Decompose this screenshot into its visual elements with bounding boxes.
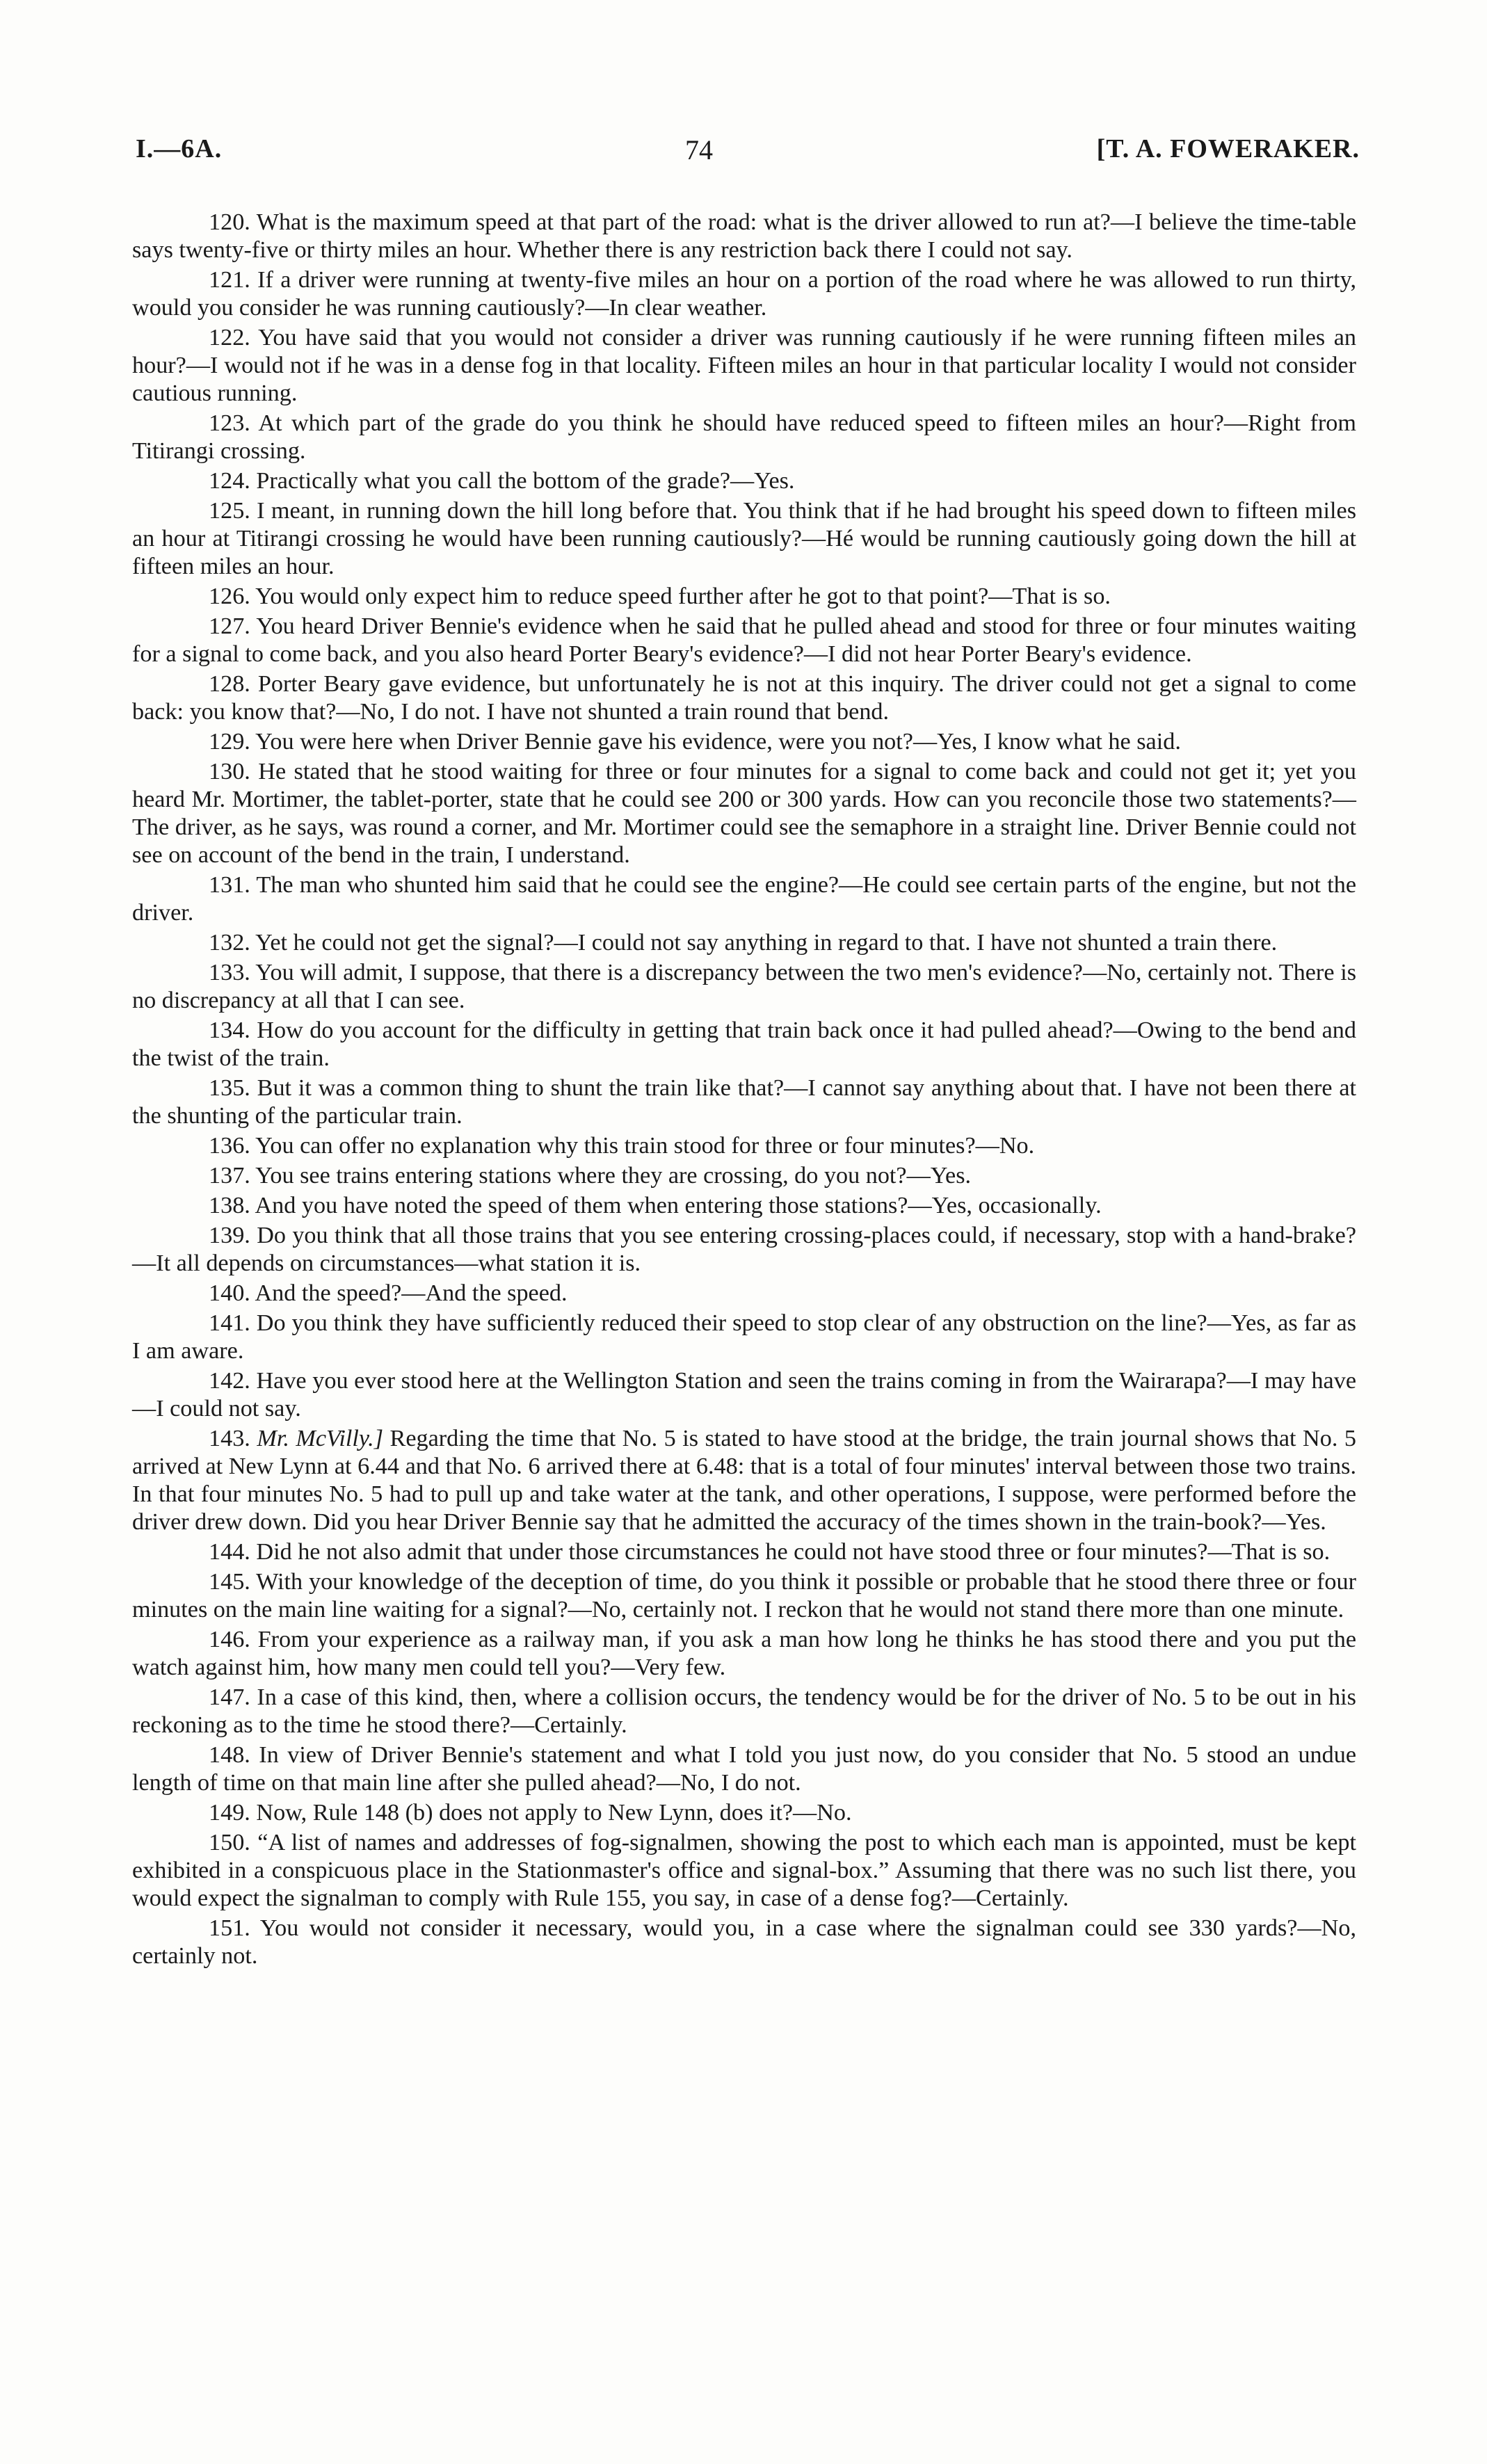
question-answer-paragraph: 133. You will admit, I suppose, that there is a discrepancy between the two men's evidence?—No, certainly not. There is no discrepancy at all that I can see.	[132, 960, 1356, 1013]
speaker-name: Mr. McVilly.]	[257, 1426, 384, 1452]
question-answer-paragraph: 145. With your knowledge of the deception of time, do you think it possible or probable that he stood there three or four minutes on the main line waiting for a signal?—No, certainly not. I reckon that he would not stand there more than one minute.	[132, 1569, 1356, 1623]
question-answer-paragraph: 150. “A list of names and addresses of fog-signalmen, showing the post to which each man is appointed, must be kept exhibited in a conspicuous place in the Stationmaster's office and signal-box.” Assuming that there was no such list there, you would expect the signalman to comply with Rule 155, you say, in case of a dense fog?—Certainly.	[132, 1830, 1356, 1912]
document-reference: I.—6A.	[136, 134, 223, 163]
question-answer-paragraph: 136. You can offer no explanation why this train stood for three or four minutes?—No.	[209, 1133, 1035, 1159]
question-answer-paragraph: 151. You would not consider it necessary, would you, in a case where the signalman could see 330 yards?—No, certainly not.	[132, 1915, 1356, 1970]
question-answer-paragraph: 130. He stated that he stood waiting for three or four minutes for a signal to come back and could not get it; yet you heard Mr. Mortimer, the tablet-porter, state that he could see 200 or 300 yards. How can you reconcile those two statements?—The driver, as he says, was round a corner, and Mr. Mortimer could see the semaphore in a straight line. Driver Bennie could not see on account of the bend in the train, I understand.	[132, 759, 1356, 868]
question-answer-paragraph: 138. And you have noted the speed of them when entering those stations?—Yes, occasionally.	[209, 1193, 1102, 1219]
page-number: 74	[685, 134, 713, 166]
question-answer-paragraph: 135. But it was a common thing to shunt the train like that?—I cannot say anything about that. I have not been there at the shunting of the particular train.	[132, 1075, 1356, 1129]
question-answer-paragraph: 132. Yet he could not get the signal?—I could not say anything in regard to that. I have not shunted a train there.	[209, 929, 1278, 956]
question-answer-paragraph: 139. Do you think that all those trains that you see entering crossing-places could, if necessary, stop with a hand-brake?—It all depends on circumstances—what station it is.	[132, 1223, 1356, 1277]
question-answer-paragraph: 141. Do you think they have sufficiently reduced their speed to stop clear of any obstruction on the line?—Yes, as far as I am aware.	[132, 1310, 1356, 1364]
question-answer-paragraph: 121. If a driver were running at twenty-five miles an hour on a portion of the road where he was allowed to run thirty, would you consider he was running cautiously?—In clear weather.	[132, 267, 1356, 321]
question-answer-paragraph: 148. In view of Driver Bennie's statement and what I told you just now, do you consider that No. 5 stood an undue length of time on that main line after she pulled ahead?—No, I do not.	[132, 1742, 1356, 1796]
evidence-text	[132, 209, 1356, 1972]
question-number: 143.	[209, 1426, 250, 1452]
question-answer-paragraph: 127. You heard Driver Bennie's evidence when he said that he pulled ahead and stood for three or four minutes waiting for a signal to come back, and you also heard Porter Beary's evidence?—I did not hear Porter Beary's evidence.	[132, 613, 1356, 667]
question-answer-paragraph: 129. You were here when Driver Bennie gave his evidence, were you not?—Yes, I know what he said.	[209, 729, 1181, 755]
question-answer-paragraph: 140. And the speed?—And the speed.	[209, 1280, 568, 1307]
question-answer-paragraph: 131. The man who shunted him said that he could see the engine?—He could see certain parts of the engine, but not the driver.	[132, 871, 1356, 926]
question-answer-paragraph: 123. At which part of the grade do you think he should have reduced speed to fifteen miles an hour?—Right from Titirangi crossing.	[132, 410, 1356, 464]
question-answer-paragraph: 137. You see trains entering stations where they are crossing, do you not?—Yes.	[209, 1163, 972, 1189]
question-answer-paragraph: 134. How do you account for the difficulty in getting that train back once it had pulled ahead?—Owing to the bend and the twist of the train.	[132, 1017, 1356, 1071]
question-answer-paragraph: 144. Did he not also admit that under those circumstances he could not have stood three or four minutes?—That is so.	[209, 1539, 1331, 1565]
question-answer-paragraph: 125. I meant, in running down the hill long before that. You think that if he had brought his speed down to fifteen miles an hour at Titirangi crossing he would have been running cautiously?—Hé would be running cautiously going down the hill at fifteen miles an hour.	[132, 498, 1356, 579]
witness-name: [T. A. FOWERAKER.	[1096, 134, 1360, 163]
question-answer-paragraph: 122. You have said that you would not consider a driver was running cautiously if he were running fifteen miles an hour?—I would not if he was in a dense fog in that locality. Fifteen miles an hour in that particular locality I would not consider cautious running.	[132, 325, 1356, 406]
question-answer-paragraph: 146. From your experience as a railway man, if you ask a man how long he thinks he has stood there and you put the watch against him, how many men could tell you?—Very few.	[132, 1627, 1356, 1681]
question-answer-paragraph	[132, 1425, 1356, 1536]
paragraph-text: Regarding the time that No. 5 is stated to have stood at the bridge, the train journal shows that No. 5 arrived at New Lynn at 6.44 and that No. 6 arrived there at 6.48: that is a total of four minutes' interval between those two trains. In that four minutes No. 5 had to pull up and take water at the tank, and other operations, I suppose, were performed before the driver drew down. Did you hear Driver Bennie say that he admitted the accuracy of the times shown in the train-book?—Yes.	[132, 1426, 1356, 1536]
question-answer-paragraph: 126. You would only expect him to reduce speed further after he got to that point?—That is so.	[209, 583, 1111, 609]
question-answer-paragraph: 124. Practically what you call the bottom of the grade?—Yes.	[209, 467, 795, 494]
question-answer-paragraph: 149. Now, Rule 148 (b) does not apply to New Lynn, does it?—No.	[209, 1800, 852, 1826]
page-header	[136, 134, 1360, 175]
question-answer-paragraph: 142. Have you ever stood here at the Wellington Station and seen the trains coming in from the Wairarapa?—I may have—I could not say.	[132, 1368, 1356, 1422]
question-answer-paragraph: 147. In a case of this kind, then, where a collision occurs, the tendency would be for the driver of No. 5 to be out in his reckoning as to the time he stood there?—Certainly.	[132, 1684, 1356, 1739]
question-answer-paragraph: 120. What is the maximum speed at that part of the road: what is the driver allowed to run at?—I believe the time-table says twenty-five or thirty miles an hour. Whether there is any restriction back there I could not say.	[132, 209, 1356, 263]
question-answer-paragraph: 128. Porter Beary gave evidence, but unfortunately he is not at this inquiry. The driver could not get a signal to come back: you know that?—No, I do not. I have not shunted a train round that bend.	[132, 671, 1356, 725]
